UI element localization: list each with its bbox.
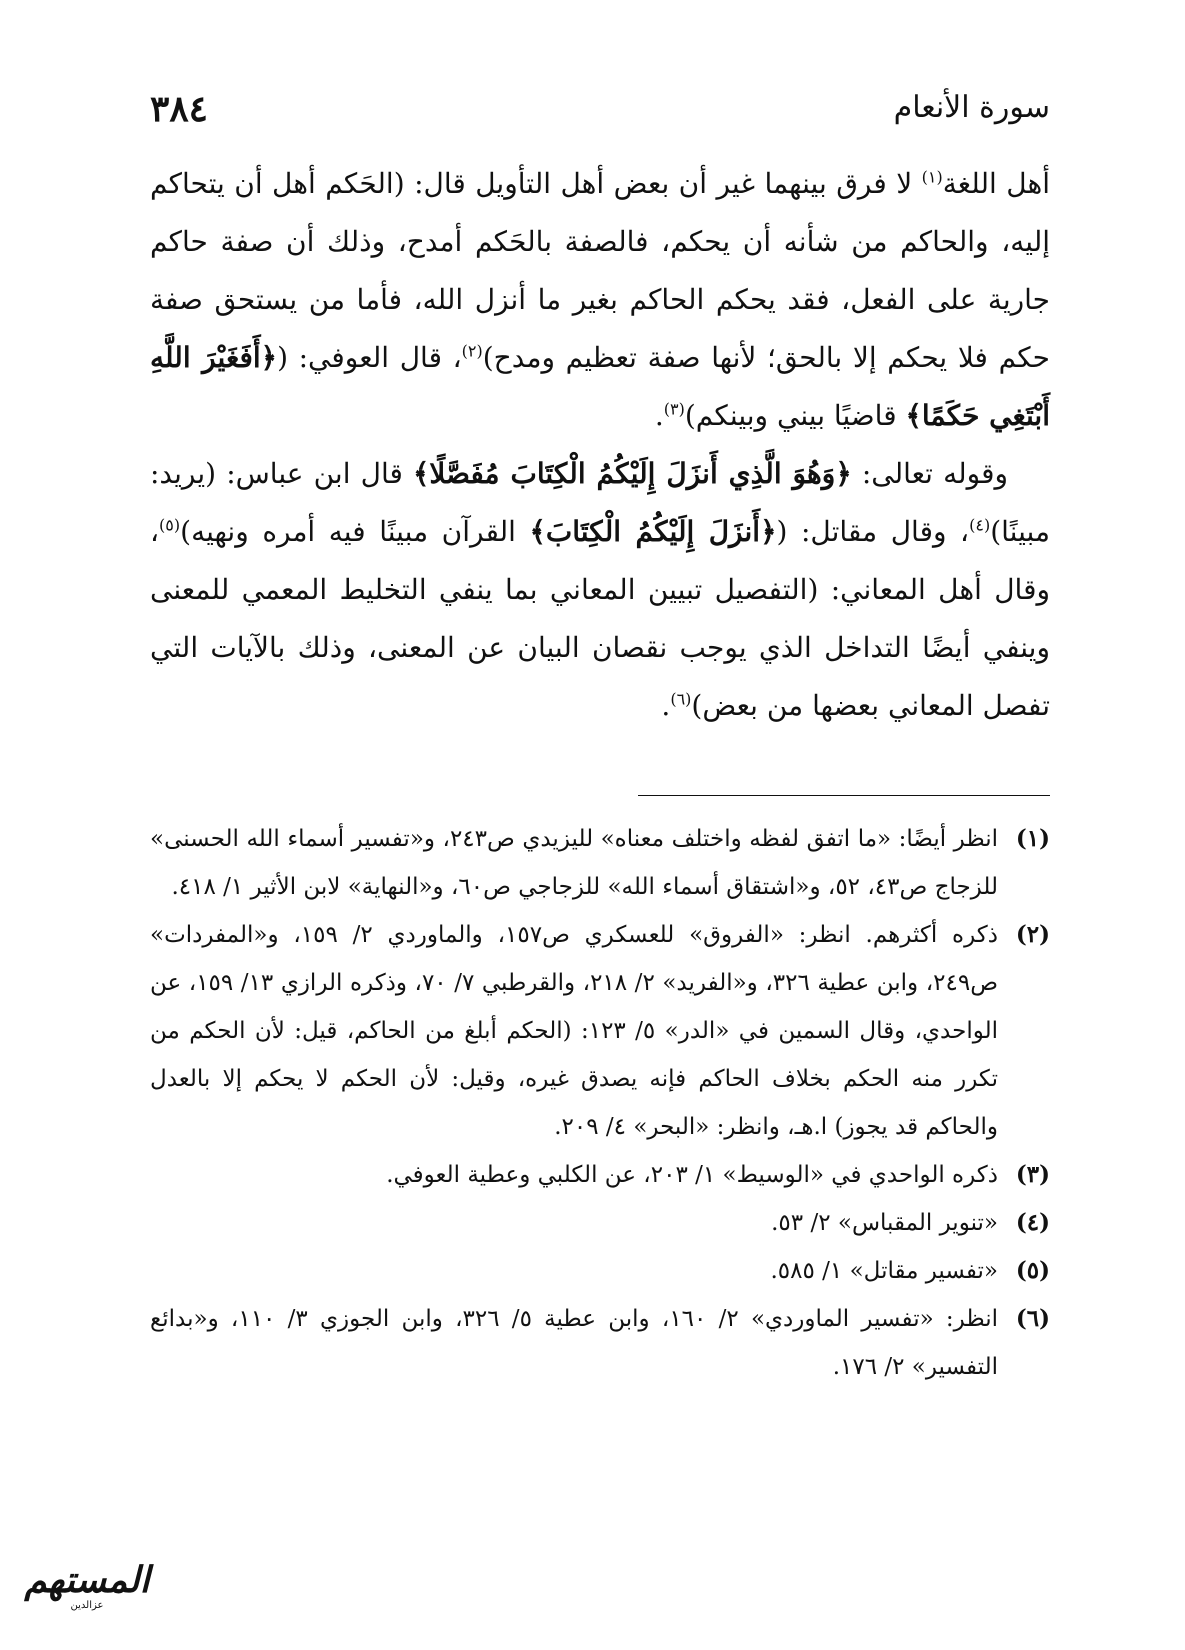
footnote-text: ذكره أكثرهم. انظر: «الفروق» للعسكري ص١٥٧، والماوردي ٢/ ١٥٩، و«المفردات» ص٢٤٩، وابن عطية ٣٢٦، و«الفريد» ٢/ ٢١٨، والقرطبي ٧/ ٧٠، وذكره الرازي ١٣/ ١٥٩، عن الواحدي، وقال السمين في «الدر» ٥/ ١٢٣: (الحكم أبلغ من الحاكم، قيل: لأن الحكم من تكرر منه الحكم بخلاف الحاكم فإنه يصدق غيره، وقيل: لأن الحكم لا يحكم إلا بالعدل والحاكم قد يجوز) ا.هـ، وانظر: «البحر» ٤/ ٢٠٩. <box>150 922 999 1140</box>
footnote-text: «تفسير مقاتل» ١/ ٥٨٥. <box>770 1258 998 1284</box>
footnote-ref-5: (٥) <box>159 515 181 535</box>
footnotes <box>150 815 1050 1391</box>
paragraph-2 <box>150 445 1050 735</box>
footnote-text: «تنوير المقباس» ٢/ ٥٣. <box>771 1210 998 1236</box>
footnote-number: (٥) <box>1015 1257 1050 1284</box>
text-run: قاضيًا بيني وبينكم) <box>684 399 906 432</box>
footnote-ref-1: (١) <box>921 167 943 187</box>
footnote-2 <box>150 911 1050 1151</box>
footnote-ref-3: (٣) <box>663 399 685 419</box>
footnote-number: (٣) <box>1015 1161 1050 1188</box>
quran-verse: ﴿أَنزَلَ إِلَيْكُمُ الْكِتَابَ﴾ <box>529 515 777 548</box>
footnote-text: انظر أيضًا: «ما اتفق لفظه واختلف معناه» لليزيدي ص٢٤٣، و«تفسير أسماء الله الحسنى» للزجاج ص٤٣، ٥٢، و«اشتقاق أسماء الله» للزجاجي ص٦٠، و«النهاية» لابن الأثير ١/ ٤١٨. <box>150 826 998 900</box>
footnote-text: انظر: «تفسير الماوردي» ٢/ ١٦٠، وابن عطية ٥/ ٣٢٦، وابن الجوزي ٣/ ١١٠، و«بدائع التفسير» ٢/ ١٧٦. <box>150 1306 998 1380</box>
page-number: ٣٨٤ <box>150 88 209 130</box>
footnote-3 <box>150 1151 1050 1199</box>
footnote-6 <box>150 1295 1050 1391</box>
text-run: قال ابن عباس: (يريد: مبينًا) <box>150 457 1050 548</box>
text-run: ، وقال أهل المعاني: (التفصيل تبيين المعاني بما ينفي التخليط المعمي للمعنى وينفي أيضًا التداخل الذي يوجب نقصان البيان عن المعنى، وذلك بالآيات التي تفصل المعاني بعضها من بعض) <box>150 515 1050 722</box>
footnote-number: (٢) <box>1015 921 1050 948</box>
quran-verse: ﴿وَهُوَ الَّذِي أَنزَلَ إِلَيْكُمُ الْكِتَابَ مُفَصَّلًا﴾ <box>412 457 852 490</box>
text-run: ، وقال مقاتل: ( <box>776 515 970 548</box>
text-run: . <box>654 399 664 432</box>
paragraph-1 <box>150 155 1050 445</box>
footnote-5 <box>150 1247 1050 1295</box>
main-text <box>150 155 1050 735</box>
text-run: أهل اللغة <box>942 167 1050 200</box>
page-header <box>150 88 1050 138</box>
text-run: القرآن مبينًا فيه أمره ونهيه) <box>180 515 530 548</box>
footnote-ref-6: (٦) <box>670 689 692 709</box>
watermark-logo <box>12 1560 162 1630</box>
text-run: . <box>661 689 671 722</box>
text-run: وقوله تعالى: <box>851 457 1008 490</box>
footnote-text: ذكره الواحدي في «الوسيط» ١/ ٢٠٣، عن الكلبي وعطية العوفي. <box>386 1162 998 1188</box>
footnote-number: (٦) <box>1015 1305 1050 1332</box>
surah-title: سورة الأنعام <box>893 90 1050 125</box>
logo-text: المستهم <box>24 1559 150 1601</box>
footnote-number: (٤) <box>1015 1209 1050 1236</box>
footnote-ref-4: (٤) <box>969 515 991 535</box>
footnote-4 <box>150 1199 1050 1247</box>
footnote-ref-2: (٢) <box>461 341 483 361</box>
text-run: لا فرق بينهما غير أن بعض أهل التأويل قال: (الحَكم أهل أن يتحاكم إليه، والحاكم من شأنه أن يحكم، فالصفة بالحَكم أمدح، وذلك أن صفة حاكم جارية على الفعل، فقد يحكم الحاكم بغير ما أنزل الله، فأما من يستحق صفة حكم فلا يحكم إلا بالحق؛ لأنها صفة تعظيم ومدح) <box>150 167 1050 374</box>
footnote-number: (١) <box>1015 825 1050 852</box>
footnote-1 <box>150 815 1050 911</box>
logo-subtext: عزالدين <box>70 1600 104 1611</box>
text-run: ، قال العوفي: ( <box>277 341 462 374</box>
footnote-divider <box>638 795 1050 796</box>
quran-verse: ﴿أَفَغَيْرَ اللَّهِ أَبْتَغِي حَكَمًا﴾ <box>150 341 1050 432</box>
